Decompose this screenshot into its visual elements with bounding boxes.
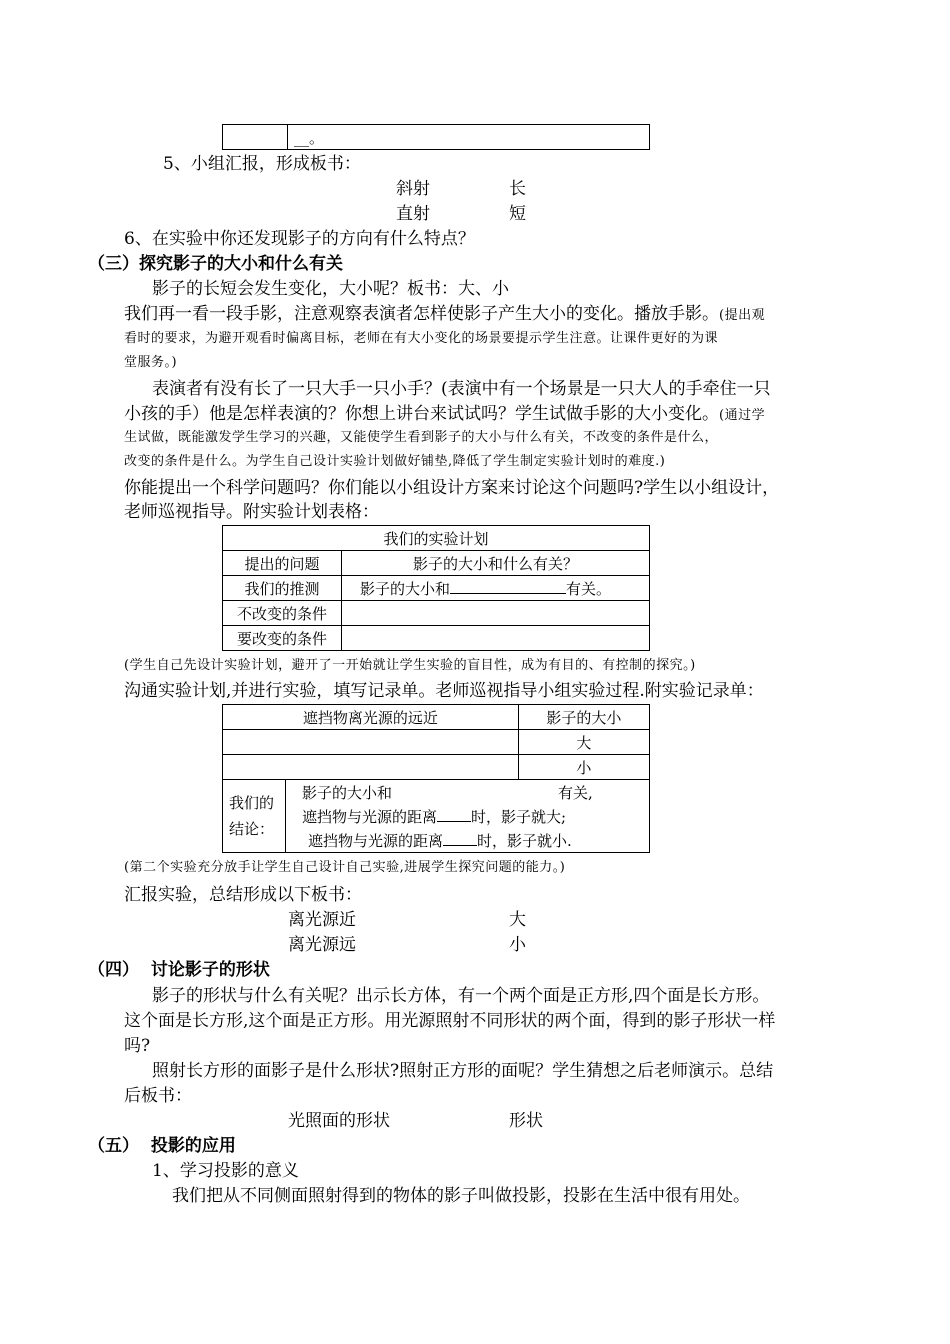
conclusion-cell — [286, 780, 650, 853]
board-item: 离光源远 — [288, 935, 356, 955]
table-row — [223, 601, 650, 626]
plan-table — [222, 525, 650, 651]
record-table — [222, 704, 650, 853]
note: 改变的条件是什么。为学生自己设计实验计划做好铺垫,降低了学生制定实验计划时的难度.) — [124, 454, 666, 469]
board-item: 光照面的形状 — [288, 1111, 390, 1131]
table-row — [223, 626, 650, 651]
table-title: 我们的实验计划 — [223, 526, 650, 551]
board-item: 短 — [509, 204, 526, 224]
paragraph: 影子的长短会发生变化，大小呢？板书：大、小 — [152, 279, 509, 299]
paragraph: 你能提出一个科学问题吗？你们能以小组设计方案来讨论这个问题吗?学生以小组设计， — [124, 478, 780, 498]
section-heading: （四） 讨论影子的形状 — [88, 960, 270, 980]
note: 看时的要求，为避开观看时偏离目标，老师在有大小变化的场景要提示学生注意。让课件更好的为课 — [124, 331, 719, 346]
paragraph: 老师巡视指导。附实验计划表格： — [124, 502, 379, 522]
cell-text: 有关。 — [566, 579, 612, 598]
paragraph: 沟通实验计划,并进行实验，填写记录单。老师巡视指导小组实验过程.附实验记录单： — [124, 681, 764, 701]
paragraph-text: 我们再一看一段手影，注意观察表演者怎样使影子产生大小的变化。播放手影。 — [124, 304, 719, 324]
table-cell: 不改变的条件 — [223, 601, 342, 626]
table-cell: 提出的问题 — [223, 551, 342, 576]
note: (学生自己先设计实验计划，避开了一开始就让学生实验的盲目性，成为有目的、有控制的探究。) — [124, 658, 696, 673]
table-cell — [342, 601, 650, 626]
sub-heading: 1、学习投影的意义 — [152, 1161, 299, 1181]
paragraph — [124, 403, 765, 426]
paragraph — [124, 303, 765, 326]
table-cell: 小 — [518, 755, 649, 780]
note-text: (提出观 — [719, 308, 766, 323]
table-cell: 影子的大小和什么有关？ — [342, 551, 650, 576]
cell-text: 时，影子就小. — [477, 832, 572, 850]
table-header: 影子的大小 — [518, 705, 649, 730]
fill-blank — [443, 830, 477, 846]
paragraph: 这个面是长方形,这个面是正方形。用光源照射不同形状的两个面，得到的影子形状一样 — [124, 1011, 776, 1031]
table-row — [223, 730, 650, 755]
board-item: 长 — [509, 179, 526, 199]
paragraph: 我们把从不同侧面照射得到的物体的影子叫做投影，投影在生活中很有用处。 — [172, 1186, 750, 1206]
note: (第二个实验充分放手让学生自己设计自己实验,进展学生探究问题的能力。) — [124, 860, 566, 875]
fill-blank — [450, 578, 566, 594]
table-cell — [342, 626, 650, 651]
paragraph: 后板书： — [124, 1086, 192, 1106]
step-5: 5、小组汇报，形成板书： — [163, 154, 361, 174]
table-row — [223, 755, 650, 780]
note-text: (通过学 — [719, 408, 766, 423]
table-row — [223, 576, 650, 601]
board-item: 斜射 — [396, 179, 430, 199]
step-6: 6、在实验中你还发现影子的方向有什么特点？ — [124, 229, 475, 249]
paragraph: 照射长方形的面影子是什么形状?照射正方形的面呢？学生猜想之后老师演示。总结 — [152, 1061, 774, 1081]
board-item: 小 — [509, 935, 526, 955]
conclusion-line — [302, 806, 566, 827]
cell-text: 影子的大小和 — [302, 784, 393, 802]
section-heading: （三）探究影子的大小和什么有关 — [88, 254, 343, 274]
table-cell: 我们的推测 — [223, 576, 342, 601]
note: 堂服务。) — [124, 355, 178, 370]
fill-blank — [437, 806, 471, 822]
note: 生试做，既能激发学生学习的兴趣，又能使学生看到影子的大小与什么有关，不改变的条件是什么， — [124, 430, 719, 445]
table-cell — [223, 125, 288, 150]
board-item: 大 — [509, 910, 526, 930]
table-row — [223, 551, 650, 576]
paragraph: 表演者有没有长了一只大手一只小手？(表演中有一个场景是一只大人的手牵住一只 — [152, 379, 771, 399]
table-cell — [223, 730, 519, 755]
board-item: 形状 — [509, 1111, 543, 1131]
table-cell: __。 — [288, 125, 650, 150]
board-item: 离光源近 — [288, 910, 356, 930]
section-heading: （五） 投影的应用 — [88, 1136, 236, 1156]
cell-text: 影子的大小和 — [360, 579, 451, 598]
table-cell — [223, 755, 519, 780]
paragraph: 汇报实验，总结形成以下板书： — [124, 885, 362, 905]
table-cell: 大 — [518, 730, 649, 755]
paragraph: 吗? — [124, 1036, 151, 1056]
table-row — [223, 125, 650, 150]
cell-text: 遮挡物与光源的距离 — [308, 832, 444, 850]
cell-text: 遮挡物与光源的距离 — [302, 808, 438, 826]
conclusion-line — [308, 830, 572, 851]
conclusion-line — [302, 782, 593, 803]
board-item: 直射 — [396, 204, 430, 224]
table-cell: 要改变的条件 — [223, 626, 342, 651]
table-row — [223, 526, 650, 551]
cell-text: 有关, — [558, 784, 593, 802]
paragraph-text: 小孩的手）他是怎样表演的？你想上讲台来试试吗？学生试做手影的大小变化。 — [124, 404, 719, 424]
paragraph: 影子的形状与什么有关呢？出示长方体，有一个两个面是正方形,四个面是长方形。 — [152, 986, 770, 1006]
table-row — [223, 780, 650, 853]
table-cell — [342, 576, 650, 601]
table-header: 遮挡物离光源的远近 — [223, 705, 519, 730]
cell-text: 时，影子就大; — [471, 808, 567, 826]
conclusion-label: 我们的结论： — [223, 780, 286, 853]
table-row — [223, 705, 650, 730]
top-table — [222, 124, 650, 150]
